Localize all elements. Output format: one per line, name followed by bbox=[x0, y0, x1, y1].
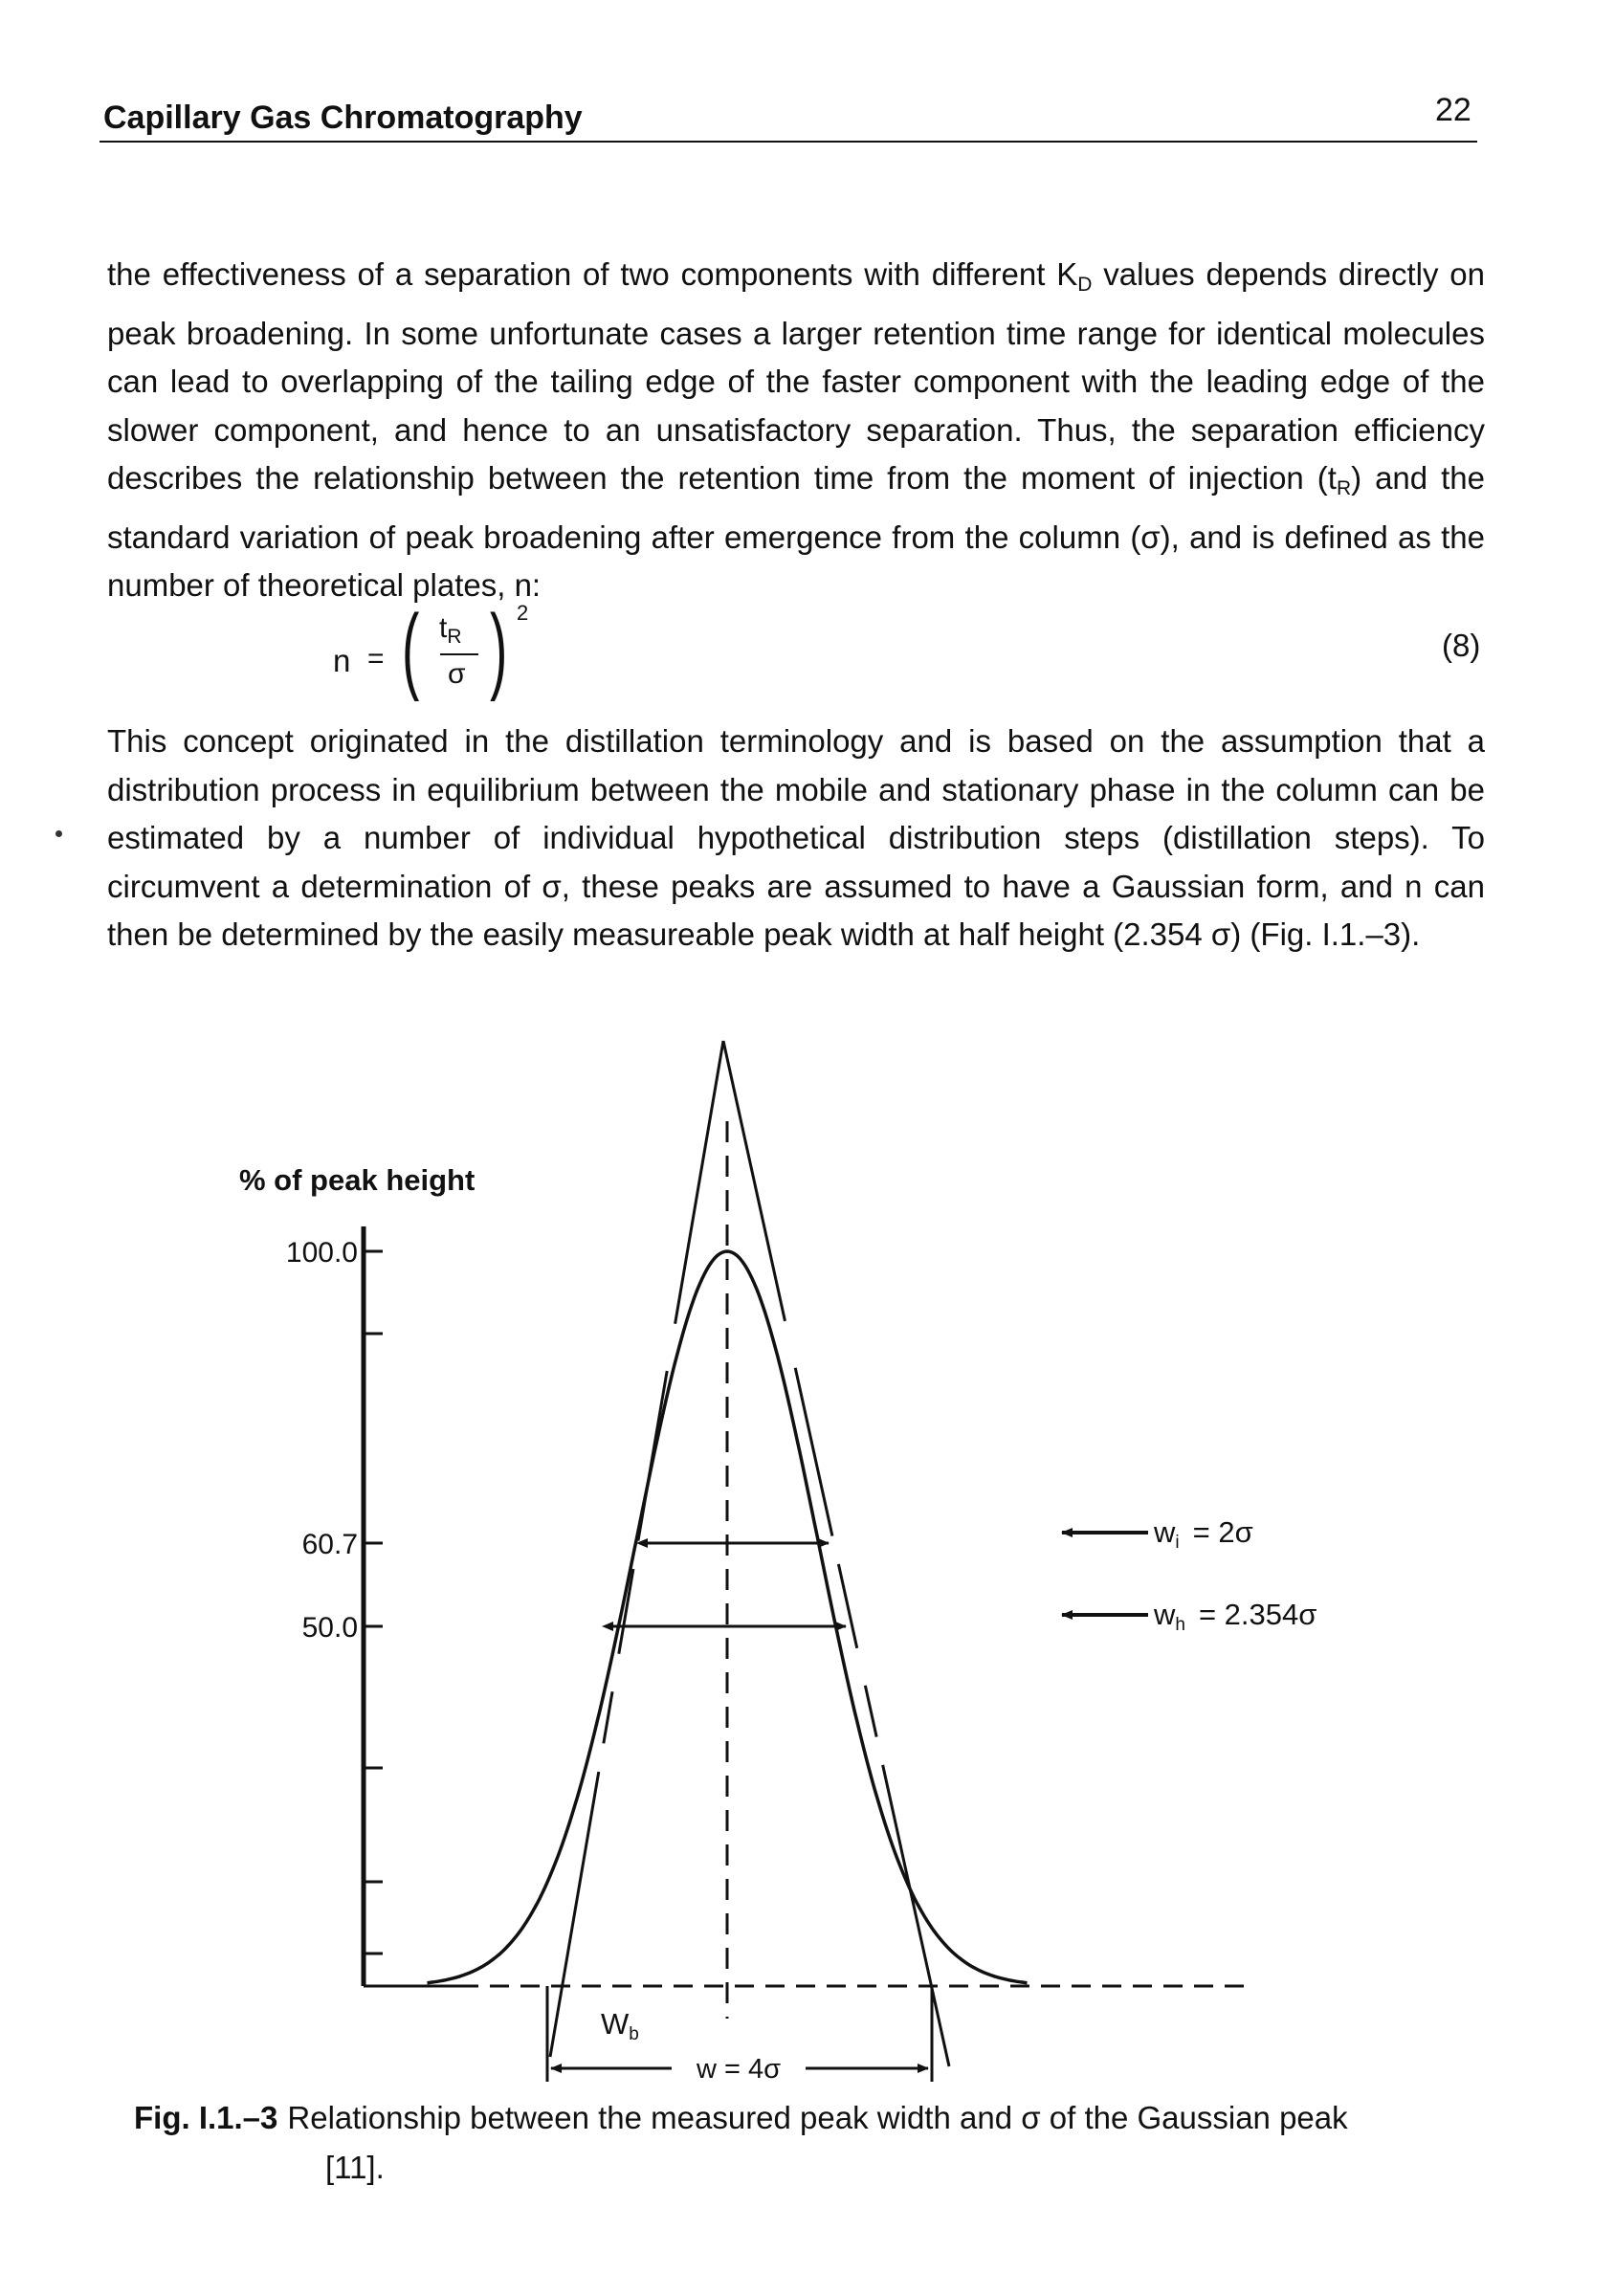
margin-mark bbox=[55, 830, 62, 837]
paragraph-1 bbox=[107, 251, 1485, 610]
running-header-title: Capillary Gas Chromatography bbox=[103, 99, 583, 136]
paragraph-2 bbox=[107, 718, 1485, 960]
gaussian-peak-figure bbox=[0, 1014, 1615, 2086]
figure-caption bbox=[134, 2093, 1512, 2193]
tick-label-50: 50.0 bbox=[301, 1612, 358, 1644]
tick-label-60-7: 60.7 bbox=[301, 1529, 358, 1560]
equation-denominator: σ bbox=[448, 658, 466, 690]
paragraph-1-part-3: ) and the standard variation of peak broadening after emergence from the column (σ), and is defined as the number of theoretical plates, n: bbox=[107, 460, 1486, 603]
wh-label: wh = 2.354σ bbox=[1154, 1598, 1317, 1635]
wi-label: wi = 2σ bbox=[1154, 1515, 1253, 1553]
page-number: 22 bbox=[1435, 92, 1471, 128]
caption-reference: [11]. bbox=[325, 2150, 385, 2185]
tick-label-100: 100.0 bbox=[285, 1237, 358, 1269]
equation-lhs: n bbox=[333, 643, 351, 678]
caption-text: Relationship between the measured peak width and σ of the Gaussian peak bbox=[287, 2100, 1348, 2135]
tangent-right bbox=[723, 1041, 949, 2066]
figure-label: Fig. I.1.–3 bbox=[134, 2100, 278, 2135]
paragraph-1-part-1: the effectiveness of a separation of two components with different K bbox=[107, 256, 1078, 292]
equation-number: (8) bbox=[1442, 628, 1481, 663]
base-width-label: w = 4σ bbox=[696, 2054, 782, 2085]
equation-exponent: 2 bbox=[517, 601, 529, 625]
equation-8 bbox=[0, 595, 1615, 716]
subscript-kd: D bbox=[1077, 274, 1093, 296]
wb-label: Wb bbox=[601, 2007, 639, 2044]
header-rule bbox=[100, 141, 1477, 143]
tangent-left bbox=[550, 1041, 723, 2057]
paragraph-1-part-2: values depends directly on peak broadening. In some unfortunate cases a larger retention time range for identical molecules can lead to overlapping of the tailing edge of the faster component with the leading edge of the slower component, and hence to an unsatisfactory separation. Thus, the separation efficiency describes the relationship between the retention time from the moment of injection (t bbox=[107, 256, 1485, 496]
equation-numerator: $t_R$ bbox=[439, 612, 462, 648]
equation-left-paren: ( bbox=[402, 595, 420, 702]
equation-right-paren: ) bbox=[490, 595, 508, 702]
y-axis-label: % of peak height bbox=[239, 1163, 476, 1197]
paragraph-2-text: This concept originated in the distillation terminology and is based on the assumption that a distribution process in equilibrium between the mobile and stationary phase in the column can be estimated by a number of individual hypothetical distribution steps (distillation steps). To circumvent a determination of σ, these peaks are assumed to have a Gaussian form, and n can then be determined by the easily measureable peak width at half height (2.354 σ) (Fig. I.1.–3). bbox=[107, 723, 1485, 952]
equation-fraction-bar bbox=[440, 653, 478, 655]
equation-equals: = bbox=[367, 643, 385, 674]
subscript-r: R bbox=[1336, 477, 1352, 499]
